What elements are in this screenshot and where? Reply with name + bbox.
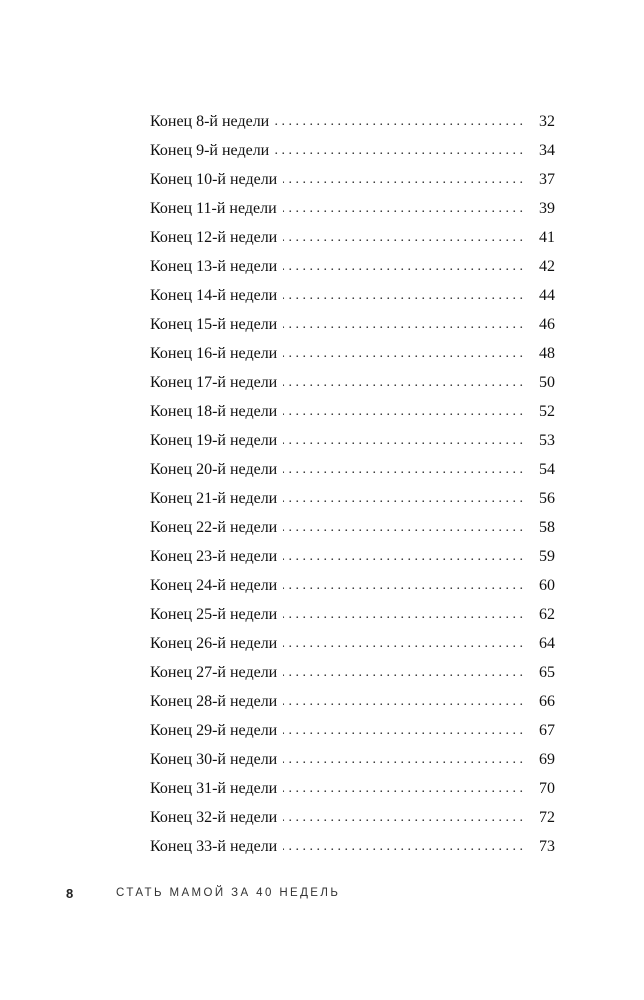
dot-leader [283, 803, 523, 832]
toc-entry[interactable] [150, 368, 555, 397]
toc-entry-label: Конец 22-й недели [150, 519, 278, 536]
dot-leader [283, 629, 523, 658]
toc-entry-label: Конец 13-й недели [150, 258, 278, 275]
toc-entry-page-number: 53 [539, 432, 555, 449]
page-footer [0, 886, 644, 906]
dot-leader [283, 397, 523, 426]
toc-entry[interactable] [150, 571, 555, 600]
toc-entry-label: Конец 28-й недели [150, 693, 278, 710]
dot-leader [283, 513, 523, 542]
toc-entry-page-number: 54 [539, 461, 555, 478]
toc-entry-page-number: 60 [539, 577, 555, 594]
toc-entry[interactable] [150, 165, 555, 194]
dot-leader [283, 252, 523, 281]
toc-entry-page-number: 34 [539, 142, 555, 159]
dot-leader [283, 484, 523, 513]
toc-entry-label: Конец 17-й недели [150, 374, 278, 391]
toc-entry-label: Конец 14-й недели [150, 287, 278, 304]
toc-entry-page-number: 41 [539, 229, 555, 246]
toc-entry-label: Конец 24-й недели [150, 577, 278, 594]
toc-entry[interactable] [150, 426, 555, 455]
toc-entry[interactable] [150, 774, 555, 803]
dot-leader [283, 455, 523, 484]
toc-entry-page-number: 59 [539, 548, 555, 565]
toc-entry-page-number: 64 [539, 635, 555, 652]
dot-leader [283, 658, 523, 687]
toc-entry-page-number: 39 [539, 200, 555, 217]
dot-leader [283, 716, 523, 745]
toc-entry[interactable] [150, 194, 555, 223]
toc-entry-label: Конец 12-й недели [150, 229, 278, 246]
dot-leader [283, 745, 523, 774]
dot-leader [283, 310, 523, 339]
dot-leader [275, 107, 523, 136]
toc-entry[interactable] [150, 252, 555, 281]
toc-entry-page-number: 52 [539, 403, 555, 420]
dot-leader [283, 339, 523, 368]
dot-leader [283, 571, 523, 600]
toc-entry-label: Конец 31-й недели [150, 780, 278, 797]
dot-leader [283, 687, 523, 716]
dot-leader [275, 136, 523, 165]
toc-entry-label: Конец 15-й недели [150, 316, 278, 333]
toc-entry[interactable] [150, 745, 555, 774]
toc-entry-page-number: 44 [539, 287, 555, 304]
toc-entry-page-number: 62 [539, 606, 555, 623]
page-number: 8 [66, 886, 74, 901]
toc-entry-label: Конец 11-й недели [150, 200, 277, 217]
toc-entry-page-number: 73 [539, 838, 555, 855]
toc-entry-label: Конец 20-й недели [150, 461, 278, 478]
toc-entry-page-number: 66 [539, 693, 555, 710]
toc-entry[interactable] [150, 223, 555, 252]
toc-entry-label: Конец 23-й недели [150, 548, 278, 565]
toc-entry-label: Конец 25-й недели [150, 606, 278, 623]
toc-entry[interactable] [150, 397, 555, 426]
toc-entry-page-number: 32 [539, 113, 555, 130]
toc-entry-label: Конец 30-й недели [150, 751, 278, 768]
toc-entry-label: Конец 33-й недели [150, 838, 278, 855]
toc-entry-label: Конец 16-й недели [150, 345, 278, 362]
toc-entry[interactable] [150, 687, 555, 716]
dot-leader [283, 368, 523, 397]
toc-entry-page-number: 42 [539, 258, 555, 275]
toc-entry[interactable] [150, 803, 555, 832]
running-title: СТАТЬ МАМОЙ ЗА 40 НЕДЕЛЬ [116, 887, 341, 899]
toc-entry-page-number: 65 [539, 664, 555, 681]
toc-entry[interactable] [150, 513, 555, 542]
toc-entry-page-number: 69 [539, 751, 555, 768]
toc-entry[interactable] [150, 484, 555, 513]
dot-leader [283, 165, 523, 194]
dot-leader [283, 542, 523, 571]
toc-entry-page-number: 70 [539, 780, 555, 797]
dot-leader [283, 194, 523, 223]
toc-entry-label: Конец 29-й недели [150, 722, 278, 739]
toc-entry[interactable] [150, 600, 555, 629]
toc-entry-label: Конец 26-й недели [150, 635, 278, 652]
table-of-contents [150, 107, 555, 861]
toc-entry[interactable] [150, 629, 555, 658]
toc-entry-label: Конец 10-й недели [150, 171, 278, 188]
toc-entry[interactable] [150, 136, 555, 165]
toc-entry-label: Конец 19-й недели [150, 432, 278, 449]
toc-entry[interactable] [150, 832, 555, 861]
toc-entry-page-number: 48 [539, 345, 555, 362]
toc-entry[interactable] [150, 455, 555, 484]
toc-entry[interactable] [150, 658, 555, 687]
toc-entry-label: Конец 18-й недели [150, 403, 278, 420]
toc-entry-label: Конец 9-й недели [150, 142, 270, 159]
toc-entry[interactable] [150, 716, 555, 745]
toc-entry-page-number: 56 [539, 490, 555, 507]
dot-leader [283, 223, 523, 252]
toc-entry-label: Конец 8-й недели [150, 113, 270, 130]
toc-entry-page-number: 50 [539, 374, 555, 391]
toc-entry[interactable] [150, 310, 555, 339]
toc-entry[interactable] [150, 339, 555, 368]
toc-entry-page-number: 46 [539, 316, 555, 333]
dot-leader [283, 600, 523, 629]
toc-entry-label: Конец 32-й недели [150, 809, 278, 826]
toc-entry-page-number: 37 [539, 171, 555, 188]
dot-leader [283, 281, 523, 310]
dot-leader [283, 774, 523, 803]
toc-entry-label: Конец 21-й недели [150, 490, 278, 507]
toc-entry-page-number: 72 [539, 809, 555, 826]
toc-entry[interactable] [150, 542, 555, 571]
toc-entry-page-number: 58 [539, 519, 555, 536]
toc-entry-page-number: 67 [539, 722, 555, 739]
dot-leader [283, 426, 523, 455]
toc-entry[interactable] [150, 107, 555, 136]
toc-entry[interactable] [150, 281, 555, 310]
toc-entry-label: Конец 27-й недели [150, 664, 278, 681]
dot-leader [283, 832, 523, 861]
